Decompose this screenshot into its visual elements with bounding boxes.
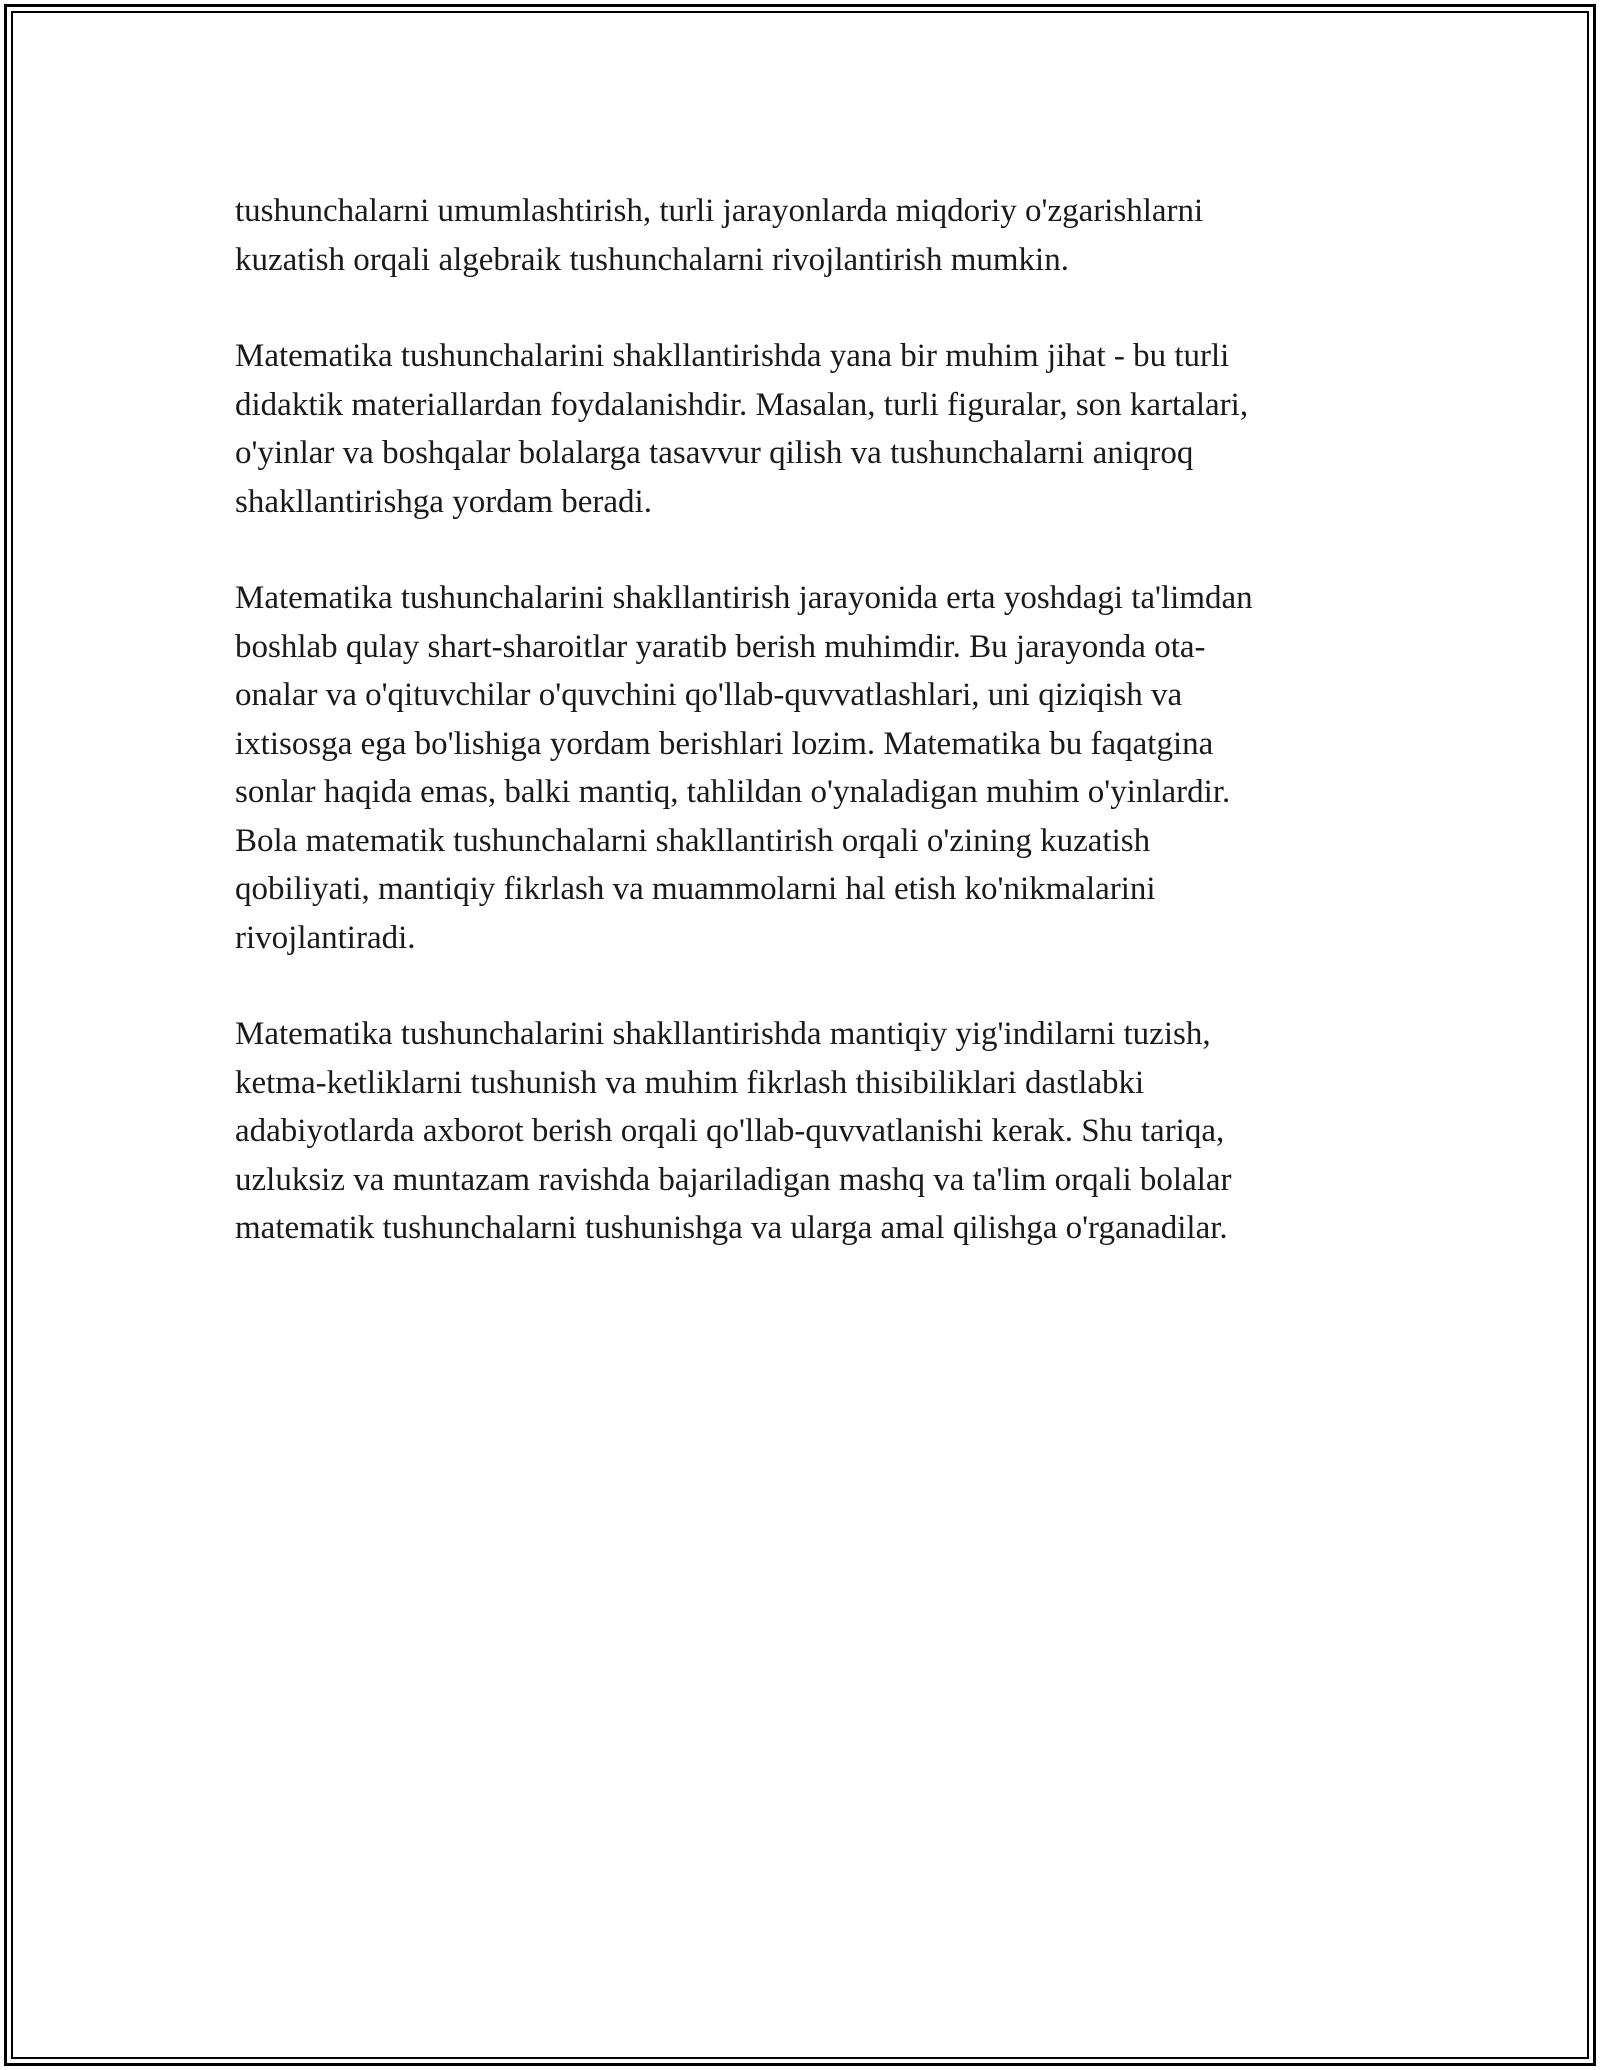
paragraph-1 (235, 187, 1385, 284)
text-line: Matematika tushunchalarini shakllantirishda yana bir muhim jihat - bu turli (235, 338, 1230, 374)
text-line: rivojlantiradi. (235, 919, 416, 956)
text-line: matematik tushunchalarni tushunishga va ularga amal qilishga o'rganadilar. (235, 1210, 1228, 1246)
paragraph-4 (235, 1010, 1385, 1253)
text-line: didaktik materiallardan foydalanishdir. Masalan, turli figuralar, son kartalari, (235, 386, 1249, 423)
paragraph-2 (235, 332, 1385, 526)
text-line: Matematika tushunchalarini shakllantirishda mantiqiy yig'indilarni tuzish, (235, 1016, 1211, 1052)
document-body (235, 187, 1385, 1301)
text-line: ketma-ketliklarni tushunish va muhim fikrlash thisibiliklari dastlabki (235, 1064, 1145, 1101)
text-line: o'yinlar va boshqalar bolalarga tasavvur qilish va tushunchalarni aniqroq (235, 435, 1194, 471)
text-line: Bola matematik tushunchalarni shakllantirish orqali o'zining kuzatish (235, 822, 1151, 859)
text-line: uzluksiz va muntazam ravishda bajariladigan mashq va ta'lim orqali bolalar (235, 1161, 1232, 1198)
text-line: shakllantirishga yordam beradi. (235, 483, 652, 520)
text-line: kuzatish orqali algebraik tushunchalarni rivojlantirish mumkin. (235, 241, 1069, 278)
text-line: ixtisosga ega bo'lishiga yordam berishlari lozim. Matematika bu faqatgina (235, 725, 1214, 762)
text-line: Matematika tushunchalarini shakllantirish jarayonida erta yoshdagi ta'limdan (235, 580, 1253, 616)
text-line: tushunchalarni umumlashtirish, turli jarayonlarda miqdoriy o'zgarishlarni (235, 193, 1204, 229)
text-line: boshlab qulay shart-sharoitlar yaratib berish muhimdir. Bu jarayonda ota- (235, 628, 1206, 665)
text-line: qobiliyati, mantiqiy fikrlash va muammolarni hal etish ko'nikmalarini (235, 871, 1156, 907)
text-line: adabiyotlarda axborot berish orqali qo'llab-quvvatlanishi kerak. Shu tariqa, (235, 1113, 1225, 1149)
text-line: onalar va o'qituvchilar o'quvchini qo'llab-quvvatlashlari, uni qiziqish va (235, 677, 1183, 713)
paragraph-3 (235, 574, 1385, 962)
text-line: sonlar haqida emas, balki mantiq, tahlildan o'ynaladigan muhim o'yinlardir. (235, 774, 1231, 810)
